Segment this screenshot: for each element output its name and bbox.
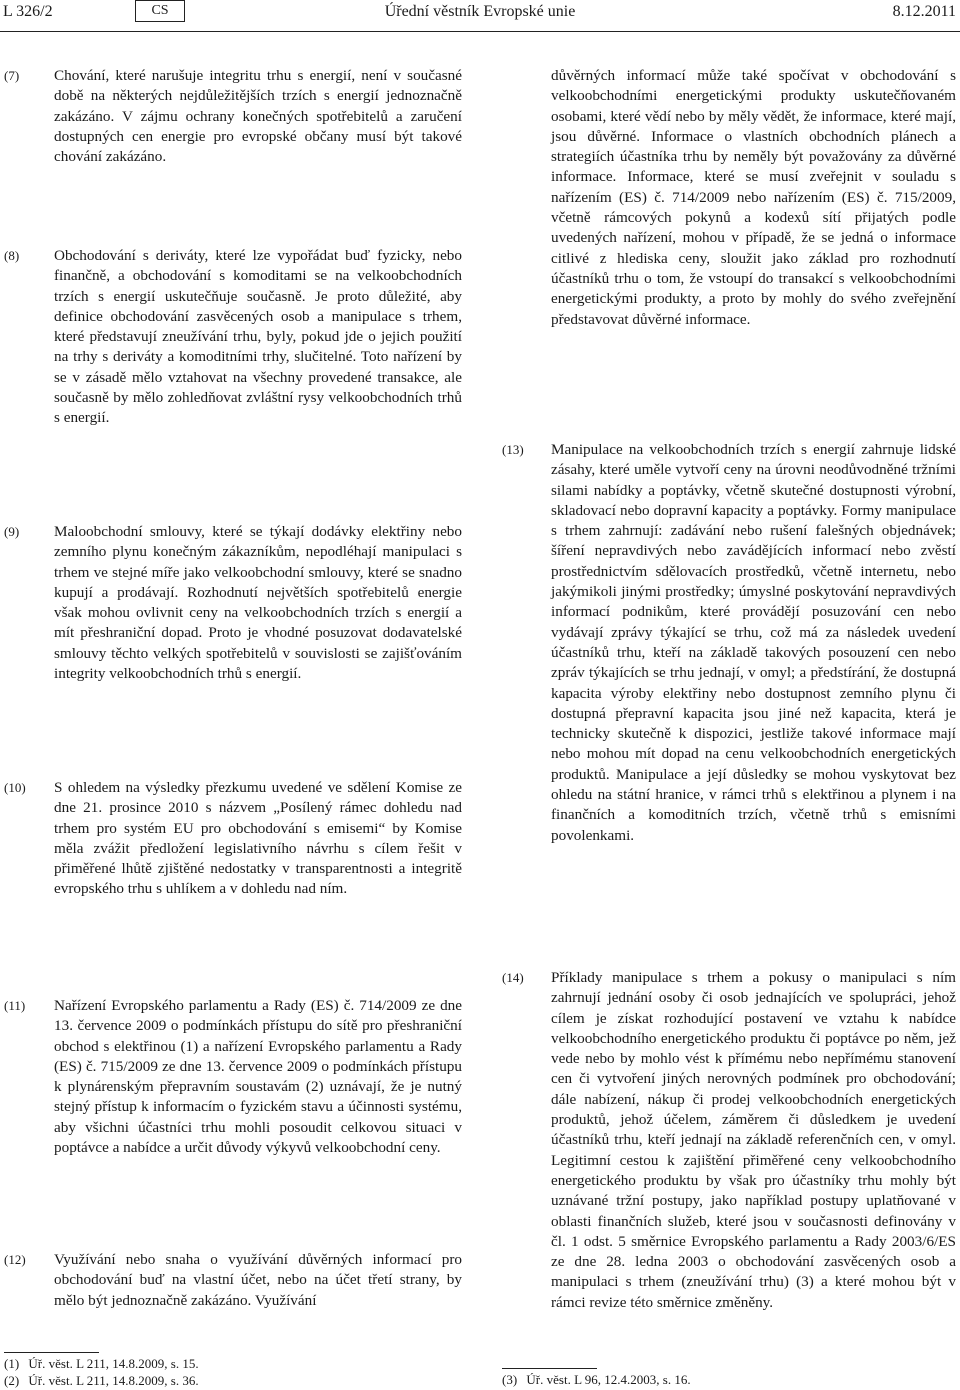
recital-text: Maloobchodní smlouvy, které se týkají dodávky elektřiny nebo zemního plynu konečným zákazníkům, nepodléhají manipulaci s trhem ve stejné míře jako velkoobchodní smlouvy, které se snadno kupují a prodávají. Rozhodnutí největších spotřebitelů energie však mohou ovlivnit ceny na velkoobchodních trzích s energií a mít přeshraniční dopad. Proto je vhodné posuzovat dodavatelské smlouvy těchto velkých spotřebitelů v souvislosti se zajišťováním integrity velkoobchodních trhů s energií. — [54, 523, 462, 683]
footnote-1 — [4, 1356, 199, 1372]
recital-number: (11) — [4, 998, 26, 1013]
footnote-mark: (2) — [4, 1373, 20, 1388]
recital-number: (12) — [4, 1252, 26, 1267]
footnote-mark: (3) — [502, 1372, 518, 1387]
recital-number: (7) — [4, 68, 20, 83]
recital-number: (9) — [4, 524, 20, 539]
footnote-text: Úř. věst. L 96, 12.4.2003, s. 16. — [526, 1372, 691, 1387]
footnote-divider — [4, 1352, 99, 1353]
recital-text: Využívání nebo snaha o využívání důvěrných informací pro obchodování buď na vlastní účet, nebo na účet třetí strany, by mělo být jednoznačně zakázáno. Využívání — [54, 1251, 462, 1309]
footnote-3 — [502, 1372, 691, 1388]
recital-number: (10) — [4, 780, 26, 795]
recital-text: S ohledem na výsledky přezkumu uvedené ve sdělení Komise ze dne 21. prosince 2010 s názvem „Posílený rámec dohledu nad trhem pro systém EU pro obchodování s emisemi“ by Komise měla zvážit předložení legislativního návrhu s cílem řešit v přiměřené lhůtě zjištěné nedostatky v transparentnosti a integritě evropského trhu s uhlíkem a v dohledu nad ním. — [54, 779, 462, 898]
recital-text: Nařízení Evropského parlamentu a Rady (ES) č. 714/2009 ze dne 13. července 2009 o podmínkách přístupu do sítě pro přeshraniční obchod s elektřinou (1) a nařízení Evropského parlamentu a Rady (ES) č. 715/2009 ze dne 13. července 2009 o podmínkách přístupu k plynárenským přepravním soustavám (2) uznávají, že je nutný stejný přístup k informacím o fyzickém stavu a účinnosti systému, aby všichni účastníci trhu mohli posoudit celkovou situaci v poptávce a nabídce a určit důvody výkyvů velkoobchodní ceny. — [54, 997, 462, 1157]
footnote-text: Úř. věst. L 211, 14.8.2009, s. 36. — [28, 1373, 199, 1388]
recital-text: Manipulace na velkoobchodních trzích s energií zahrnuje lidské zásahy, které uměle vytvoří ceny na úrovni neodůvodněné tržními silami nabídky a poptávky, včetně skutečné dostupnosti výrobní, skladovací nebo dopravní kapacity a poptávky. Formy manipulace s trhem zahrnují: zadávání nebo rušení falešných objednávek; šíření nepravdivých nebo zavádějících informací nebo zvěstí prostřednictvím sdělovacích prostředků, včetně internetu, nebo jakýmikoli jinými prostředky; úmyslné poskytování nepravdivých informací podnikům, které provádějí posuzování cen nebo vydávají zprávy týkající se trhu, což má za následek uvedení účastníků trhu, kteří na základě takových posouzení cen nebo zpráv týkajících se trhu jednají, v omyl; a předstírání, že dostupná kapacita výroby elektřiny nebo dostupnost zemního plynu či dostupná přepravní kapacita jsou jiné než kapacita, která je technicky skutečně k dispozici, jestliže takové informace mají nebo mohou mít dopad na cenu velkoobchodních energetických produktů. Manipulace a její důsledky se mohou vyskytovat bez ohledu na státní hranice, v rámci trhů s elektřinou a plynem i na finančních a komoditních trzích, včetně trhů s emisními povolenkami. — [551, 441, 956, 844]
recital-text: Chování, které narušuje integritu trhu s energií, není v současné době na některých nejdůležitějších trzích s energií jednoznačně zakázáno. V zájmu ochrany konečných spotřebitelů a zaručení dostupných cen energie pro evropské občany musí být takové chování zakázáno. — [54, 67, 462, 166]
page-number: L 326/2 — [3, 3, 53, 20]
page-header — [0, 0, 960, 28]
recital-number: (13) — [502, 442, 524, 457]
recital-text: Příklady manipulace s trhem a pokusy o manipulaci s ním zahrnují jednání osoby či osob jednajících ve spolupráci, jehož cílem je získat rozhodující postavení ve vztahu k nabídce velkoobchodního energetického produktu či poptávce po něm, jež vede nebo by mohlo vést k přímému nebo nepřímému stanovení cen či vytvoření jiných nerovných podmínek pro obchodování; dále nabízení, nákup či prodej velkoobchodních energetických produktů, jehož účelem, záměrem či důsledkem je uvedení účastníků trhu, kteří jednají na základě referenčních cen, v omyl. Legitimní cestou k zajištění přiměřené ceny velkoobchodního energetického produktu by však pro účastníky trhu mohly být uznávané tržní postupy, jako například postupy uplatňované v oblasti finančních služeb, které jsou v současnosti definovány v čl. 1 odst. 5 směrnice Evropského parlamentu a Rady 2003/6/ES ze dne 28. ledna 2003 o obchodování zasvěcených osob a manipulaci s trhem (zneužívání trhu) (3) a které mohou být v rámci revize této směrnice změněny. — [551, 969, 956, 1311]
footnote-divider — [502, 1368, 597, 1369]
recital-12-continuation: důvěrných informací může také spočívat v obchodování s velkoobchodními energetickými produkty uskutečňovaném osobami, které vědí nebo by měly vědět, že informace, které mají, jsou důvěrné. Informace o vlastních obchodních plánech a strategiích účastníka trhu by neměly být považovány za důvěrné informace. Informace, které se musí zveřejnit v souladu s nařízením (ES) č. 714/2009 nebo nařízením (ES) č. 715/2009, včetně rámcových pokynů a kodexů sítí přijatých podle uvedených nařízení, mohou v případě, že se jedná o informace citlivé z hlediska ceny, sloužit jako základ pro rozhodnutí účastníků trhu o tom, že vstoupí do transakcí s velkoobchodními energetickými produkty, a proto by mohly do svého zveřejnění představovat důvěrné informace. — [551, 67, 956, 328]
footnote-2 — [4, 1373, 199, 1389]
footnote-mark: (1) — [4, 1356, 20, 1371]
header-divider — [0, 31, 960, 32]
journal-title: Úřední věstník Evropské unie — [384, 3, 576, 20]
issue-date: 8.12.2011 — [892, 3, 956, 20]
recital-number: (8) — [4, 248, 20, 263]
recital-text: Obchodování s deriváty, které lze vypořádat buď fyzicky, nebo finančně, a obchodování s komoditami se na velkoobchodních trzích s energií uskutečňuje současně. Je proto důležité, aby definice obchodování zasvěcených osob a manipulace s trhem, které představují zneužívání trhu, byly, pokud jde o jejich použití na trhy s deriváty a komoditními trhy, slučitelné. Toto nařízení by se v zásadě mělo vztahovat na všechny provedené transakce, ale současně by mělo zohledňovat zvláštní rysy velkoobchodních trhů s energií. — [54, 247, 462, 427]
recital-number: (14) — [502, 970, 524, 985]
language-badge: CS — [135, 0, 185, 22]
footnote-text: Úř. věst. L 211, 14.8.2009, s. 15. — [28, 1356, 199, 1371]
